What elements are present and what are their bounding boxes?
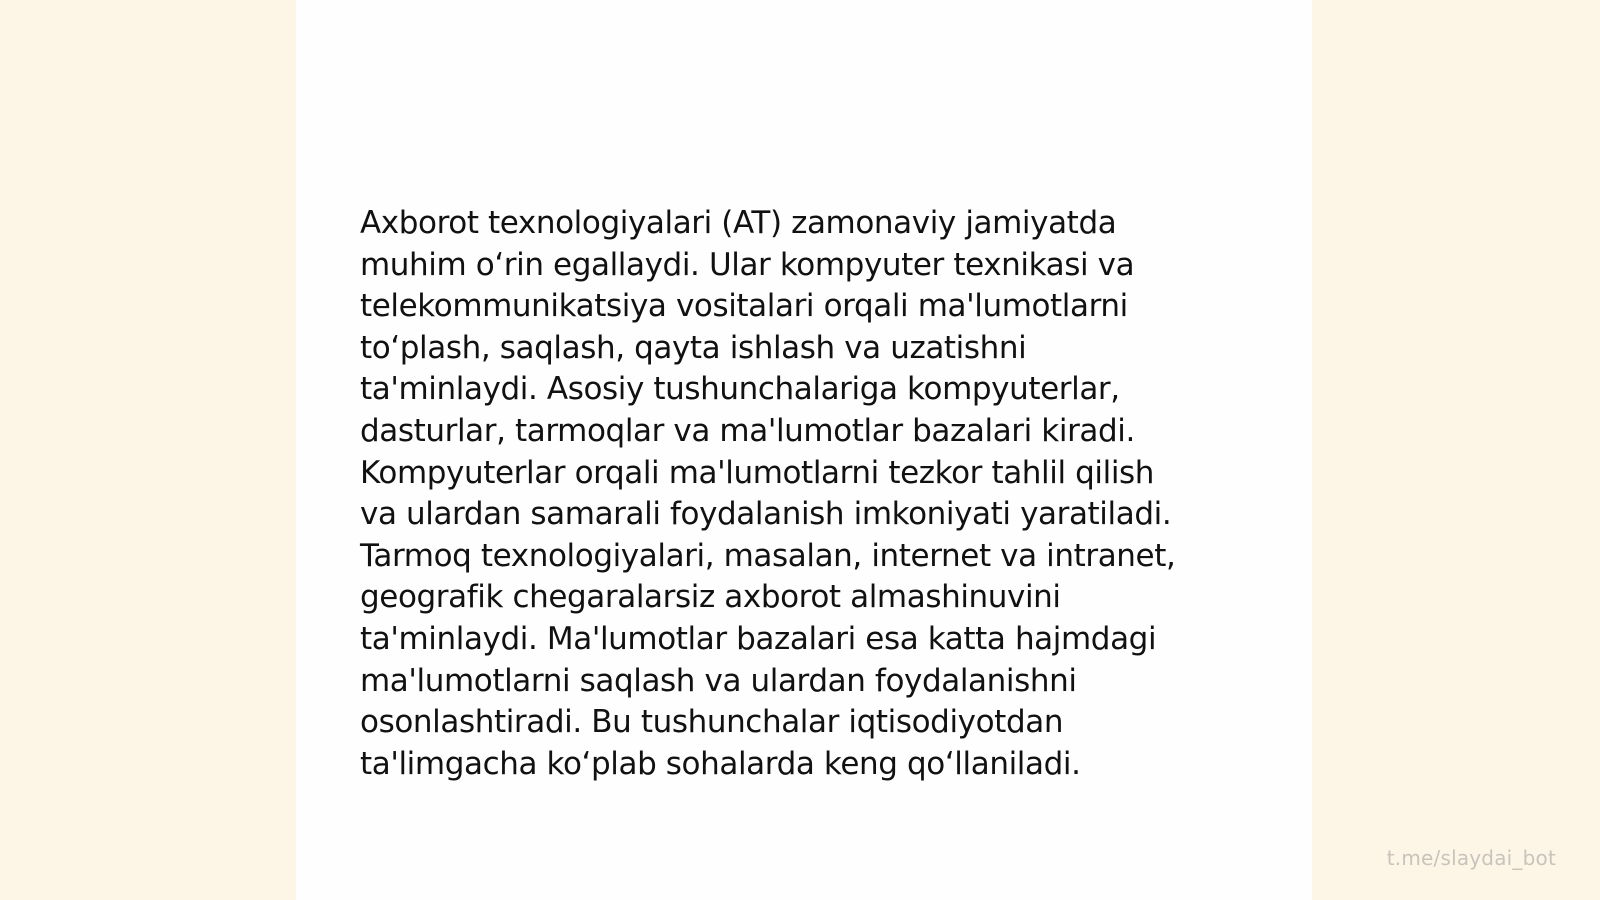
slide-body-text: Axborot texnologiyalari (AT) zamonaviy jamiyatda muhim o‘rin egallaydi. Ular kompyuter texnikasi va telekommunikatsiya vositalari orqali ma'lumotlarni to‘plash, saqlash, qayta ishlash va uzatishni ta'minlaydi. Asosiy tushunchalariga kompyuterlar, dasturlar, tarmoqlar va ma'lumotlar bazalari kiradi. Kompyuterlar orqali ma'lumotlarni tezkor tahlil qilish va ulardan samarali foydalanish imkoniyati yaratiladi. Tarmoq texnologiyalari, masalan, internet va intranet, geografik chegaralarsiz axborot almashinuvini ta'minlaydi. Ma'lumotlar bazalari esa katta hajmdagi ma'lumotlarni saqlash va ulardan foydalanishni osonlashtiradi. Bu tushunchalar iqtisodiyotdan ta'limgacha ko‘plab sohalarda keng qo‘llaniladi. bbox=[360, 205, 1176, 782]
watermark-text: t.me/slaydai_bot bbox=[1386, 846, 1556, 870]
